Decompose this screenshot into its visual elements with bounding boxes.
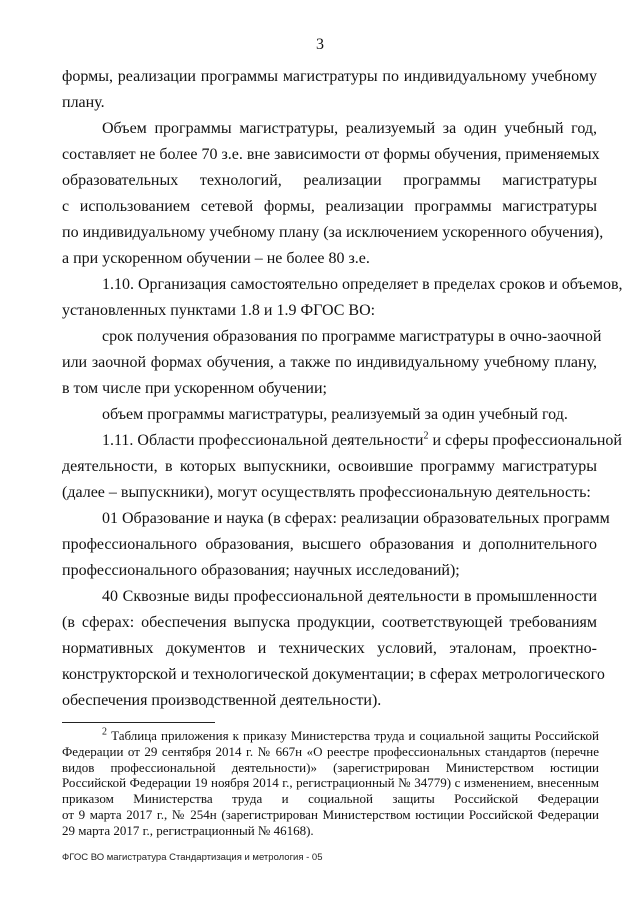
body-text-line: формы, реализации программы магистратуры по индивидуальному учебному bbox=[62, 68, 597, 85]
body-text-line: деятельности, в которых выпускники, освоившие программу магистратуры bbox=[62, 458, 597, 475]
footnote-lines bbox=[62, 728, 599, 839]
body-text-line: Объем программы магистратуры, реализуемый за один учебный год, bbox=[102, 120, 597, 137]
body-text-line: профессионального образования, высшего образования и дополнительного bbox=[62, 536, 597, 553]
body-text-line: установленных пунктами 1.8 и 1.9 ФГОС ВО: bbox=[62, 302, 376, 319]
footnote-line: приказом Министерства труда и социальной защиты Российской Федерации bbox=[62, 791, 599, 807]
footnote-reference: 2 bbox=[423, 430, 429, 442]
body-text-line: (в сферах: обеспечения выпуска продукции, соответствующей требованиям bbox=[62, 614, 597, 631]
body-text-line: срок получения образования по программе магистратуры в очно-заочной bbox=[102, 328, 602, 345]
body-text-line: плану. bbox=[62, 94, 105, 111]
paragraph-1-11-text: 1.11. Области профессиональной деятельности bbox=[102, 432, 424, 449]
footnote bbox=[62, 728, 599, 839]
body-text-line: обеспечения производственной деятельности). bbox=[62, 692, 382, 709]
footnote-line: $^2$ Таблица приложения к приказу Министерства труда и социальной защиты Российской bbox=[102, 726, 599, 743]
body-text-line: 40 Сквозные виды профессиональной деятельности в промышленности bbox=[102, 588, 597, 605]
body-text-line: а при ускоренном обучении – не более 80 з.е. bbox=[62, 250, 370, 267]
body-text-line: составляет не более 70 з.е. вне зависимости от формы обучения, применяемых bbox=[62, 146, 600, 163]
footnote-separator bbox=[62, 722, 215, 723]
body-text-line: нормативных документов и технических условий, эталонам, проектно- bbox=[62, 640, 597, 657]
body-text-line: 01 Образование и наука (в сферах: реализации образовательных программ bbox=[102, 510, 610, 527]
paragraph-1-11-first-line bbox=[62, 428, 622, 454]
page-footer: ФГОС ВО магистратура Стандартизация и метрология - 05 bbox=[62, 852, 323, 863]
body-text-line: образовательных технологий, реализации программы магистратуры bbox=[62, 172, 597, 189]
paragraphs-block-2 bbox=[62, 454, 610, 714]
body-text-line: профессионального образования; научных исследований); bbox=[62, 562, 460, 579]
body-text-line: конструкторской и технологической документации; в сферах метрологического bbox=[62, 666, 605, 683]
footnote-mark: 2 bbox=[102, 726, 107, 738]
body-text-line: (далее – выпускники), могут осуществлять профессиональную деятельность: bbox=[62, 484, 591, 501]
body-text-line: 1.10. Организация самостоятельно определяет в пределах сроков и объемов, bbox=[102, 276, 623, 293]
body-text-line: с использованием сетевой формы, реализации программы магистратуры bbox=[62, 198, 597, 215]
footnote-line: от 9 марта 2017 г., № 254н (зарегистрирован Министерством юстиции Российской Федерации bbox=[62, 806, 599, 822]
footnote-line: видов профессиональной деятельности)» (зарегистрирован Министерством юстиции bbox=[62, 759, 599, 775]
footnote-line: Федерации от 29 сентября 2014 г. № 667н «О реестре профессиональных стандартов (перечне bbox=[62, 743, 599, 759]
footnote-line: 29 марта 2017 г., регистрационный № 46168). bbox=[62, 822, 314, 838]
body-text bbox=[62, 64, 623, 714]
body-text-line: по индивидуальному учебному плану (за исключением ускоренного обучения), bbox=[62, 224, 604, 241]
body-text-line: или заочной формах обучения, а также по индивидуальному учебному плану, bbox=[62, 354, 597, 371]
body-text-line: объем программы магистратуры, реализуемый за один учебный год. bbox=[102, 406, 568, 423]
body-text-line: в том числе при ускоренном обучении; bbox=[62, 380, 327, 397]
footnote-line: Российской Федерации 19 ноября 2014 г., регистрационный № 34779) с изменением, внесенным bbox=[62, 775, 599, 791]
page-number: 3 bbox=[316, 36, 324, 53]
paragraphs-block-1 bbox=[62, 64, 623, 428]
paragraph-1-11-text-cont: и сферы профессиональной bbox=[428, 432, 622, 449]
